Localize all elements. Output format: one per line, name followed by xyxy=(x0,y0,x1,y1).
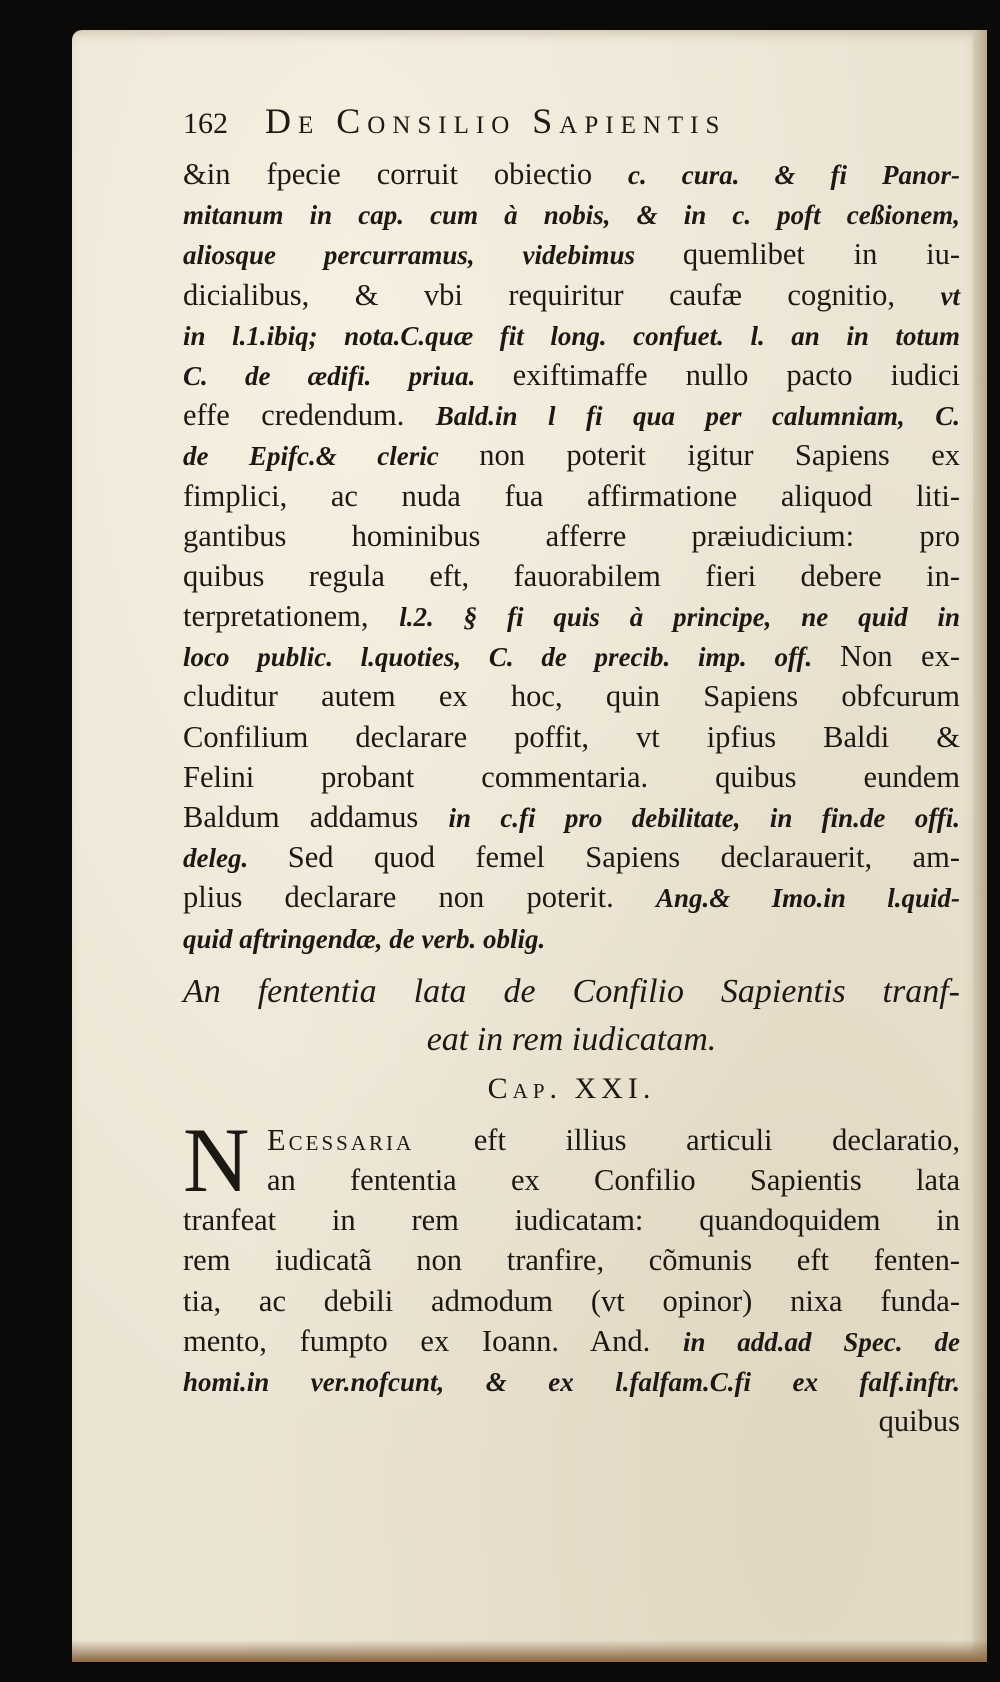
citation-text: C. de ædifi. priua. xyxy=(183,360,513,391)
body-text: an fententia ex Confilio Sapientis lata xyxy=(267,1162,960,1197)
citation-text: vt xyxy=(940,280,960,311)
citation-text: deleg. xyxy=(183,843,288,874)
running-head xyxy=(183,100,960,154)
citation-text: mitanum in cap. cum à nobis, & in c. poft ceßionem, xyxy=(183,200,960,231)
body-text-top xyxy=(183,154,960,958)
body-text: fimplici, ac nuda fua affirmatione aliquod liti- xyxy=(183,478,960,513)
chapter-heading-line-2: eat in rem iudicatam. xyxy=(426,1020,717,1058)
body-text: tranfeat in rem iudicatam: quandoquidem in xyxy=(183,1203,960,1238)
text-line xyxy=(183,596,960,636)
chapter-number: Cap. XXI. xyxy=(487,1071,656,1105)
text-line xyxy=(183,1240,960,1280)
chapter-paragraph xyxy=(183,1108,960,1442)
text-line xyxy=(183,918,960,958)
citation-text: loco public. l.quoties, C. de precib. imp. off. xyxy=(183,642,840,673)
citation-text: in add.ad Spec. de xyxy=(682,1326,960,1357)
text-line xyxy=(183,435,960,475)
page-bottom-edge xyxy=(72,1640,987,1662)
body-text: exiftimaffe nullo pacto iudici xyxy=(512,357,960,392)
body-text: non poterit igitur Sapiens ex xyxy=(479,438,960,473)
body-text: effe credendum. xyxy=(183,398,436,433)
citation-text: in l.1.ibiq; nota.C.quæ fit long. confuet. l. an in totum xyxy=(183,320,960,351)
citation-text: Ang.& Imo.in l.quid- xyxy=(655,883,960,914)
paragraph-lines xyxy=(183,1108,960,1401)
body-text: Sed quod femel Sapiens declarauerit, am- xyxy=(287,840,960,875)
body-text: quibus regula eft, fauorabilem fieri debere in- xyxy=(183,558,960,593)
body-text: rem iudicatã non tranfire, cõmunis eft fenten- xyxy=(183,1243,960,1278)
citation-text: aliosque percurramus, videbimus xyxy=(183,240,683,271)
body-text: eft illius articuli declaratio, xyxy=(414,1122,960,1157)
page-edge xyxy=(973,30,987,1662)
citation-text: l.2. § fi quis à principe, ne quid in xyxy=(399,602,960,633)
text-line xyxy=(183,1160,960,1200)
body-text: Non ex- xyxy=(839,639,960,674)
text-block xyxy=(183,100,960,1441)
text-line xyxy=(183,516,960,556)
text-line xyxy=(183,556,960,596)
body-text: tia, ac debili admodum (vt opinor) nixa funda- xyxy=(183,1283,960,1318)
text-line xyxy=(183,797,960,837)
text-line xyxy=(183,877,960,917)
chapter-heading xyxy=(183,968,960,1064)
text-line xyxy=(183,1200,960,1240)
running-title: De Consilio Sapientis xyxy=(265,101,727,141)
body-text: dicialibus, & vbi requiritur caufæ cognitio, xyxy=(183,277,941,312)
text-line xyxy=(183,1281,960,1321)
catchword: quibus xyxy=(878,1404,960,1439)
text-line xyxy=(183,1120,960,1160)
text-line xyxy=(183,315,960,355)
text-line xyxy=(183,476,960,516)
body-text: plius declarare non poterit. xyxy=(183,880,656,915)
text-line xyxy=(183,275,960,315)
chapter-heading-line-1: An fententia lata de Confilio Sapientis tranf- xyxy=(183,972,960,1010)
text-line xyxy=(183,395,960,435)
citation-text: homi.in ver.nofcunt, & ex l.falfam.C.fi ex falf.inftr. xyxy=(183,1366,960,1397)
body-text: quemlibet in iu- xyxy=(682,237,960,272)
text-line xyxy=(183,234,960,274)
text-line xyxy=(183,1361,960,1401)
page-number: 162 xyxy=(183,107,228,140)
body-text: gantibus hominibus afferre præiudicium: pro xyxy=(183,518,960,553)
citation-text: quid aftringendæ, de verb. oblig. xyxy=(183,923,546,954)
text-line xyxy=(183,636,960,676)
text-line xyxy=(183,1321,960,1361)
text-line xyxy=(183,837,960,877)
citation-text: Bald.in l fi qua per calumniam, C. xyxy=(435,401,960,432)
body-text: cluditur autem ex hoc, quin Sapiens obfcurum xyxy=(183,679,960,714)
first-word: Ecessaria xyxy=(267,1122,415,1157)
citation-text: in c.fi pro debilitate, in fin.de offi. xyxy=(448,803,961,833)
body-text: mento, fumpto ex Ioann. And. xyxy=(183,1323,683,1358)
body-text: Confilium declarare poffit, vt ipfius Baldi & xyxy=(183,719,960,754)
text-line xyxy=(183,154,960,194)
text-line xyxy=(183,717,960,757)
text-line xyxy=(183,757,960,797)
body-text: terpretationem, xyxy=(183,599,400,634)
body-text: &in fpecie corruit obiectio xyxy=(183,157,628,191)
text-line xyxy=(183,194,960,234)
text-line xyxy=(183,355,960,395)
drop-cap: N xyxy=(183,1108,250,1211)
body-text: Felini probant commentaria. quibus eundem xyxy=(183,759,960,794)
citation-text: de Epifc.& cleric xyxy=(183,441,480,472)
text-line xyxy=(183,676,960,716)
citation-text: c. cura. & fi Panor- xyxy=(628,160,960,190)
body-text: Baldum addamus xyxy=(183,800,449,834)
